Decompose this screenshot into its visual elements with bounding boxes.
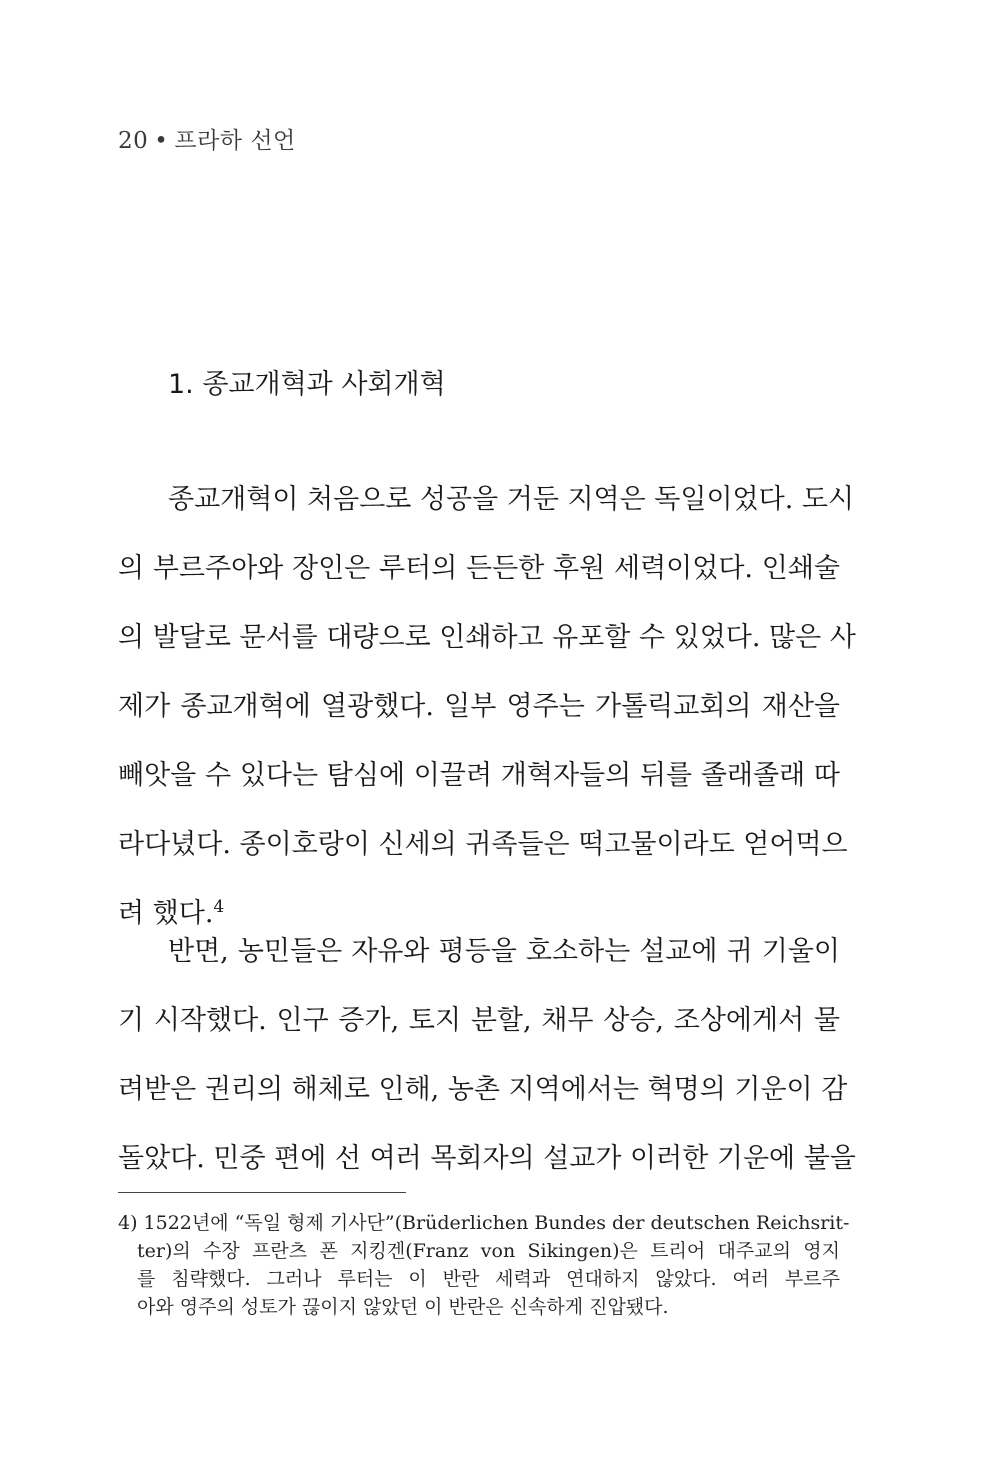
footnote-line-3: 를 침략했다. 그러나 루터는 이 반란 세력과 연대하지 않았다. 여러 부르주 xyxy=(137,1268,840,1290)
header-separator: • xyxy=(154,128,169,154)
paragraph-2-line-1: 반면, 농민들은 자유와 평등을 호소하는 설교에 귀 기울이 xyxy=(168,936,840,967)
footnote-line-4: 아와 영주의 성토가 끊이지 않았던 이 반란은 신속하게 진압됐다. xyxy=(137,1296,669,1318)
footnote-line-2: ter)의 수장 프란츠 폰 지킹겐(Franz von Sikingen)은 트리어 대주교의 영지 xyxy=(137,1240,840,1262)
paragraph-1-line-4: 제가 종교개혁에 열광했다. 일부 영주는 가톨릭교회의 재산을 xyxy=(118,691,840,722)
paragraph-1-line-7 xyxy=(118,894,840,934)
paragraph-1-line-6: 라다녔다. 종이호랑이 신세의 귀족들은 떡고물이라도 얻어먹으 xyxy=(118,829,848,860)
running-header xyxy=(118,122,296,155)
page-number: 20 xyxy=(118,128,149,154)
paragraph-1-line-7-text: 려 했다. xyxy=(118,898,214,929)
section-title: 1. 종교개혁과 사회개혁 xyxy=(168,369,446,400)
paragraph-1-line-5: 빼앗을 수 있다는 탐심에 이끌려 개혁자들의 뒤를 졸래졸래 따 xyxy=(118,760,840,791)
paragraph-1-line-3: 의 발달로 문서를 대량으로 인쇄하고 유포할 수 있었다. 많은 사 xyxy=(118,622,856,653)
footnote-divider xyxy=(118,1192,406,1193)
book-title: 프라하 선언 xyxy=(174,128,296,154)
footnote-line-1: 4) 1522년에 “독일 형제 기사단”(Brüderlichen Bundes der deutschen Reichsrit- xyxy=(118,1212,850,1234)
paragraph-2-line-3: 려받은 권리의 해체로 인해, 농촌 지역에서는 혁명의 기운이 감 xyxy=(118,1074,848,1105)
paragraph-2-line-2: 기 시작했다. 인구 증가, 토지 분할, 채무 상승, 조상에게서 물 xyxy=(118,1005,840,1036)
paragraph-1-line-1: 종교개혁이 처음으로 성공을 거둔 지역은 독일이었다. 도시 xyxy=(168,484,855,515)
footnote-reference-4[interactable]: 4 xyxy=(213,897,225,917)
paragraph-2-line-4: 돌았다. 민중 편에 선 여러 목회자의 설교가 이러한 기운에 불을 xyxy=(118,1143,856,1174)
paragraph-1-line-2: 의 부르주아와 장인은 루터의 든든한 후원 세력이었다. 인쇄술 xyxy=(118,553,840,584)
